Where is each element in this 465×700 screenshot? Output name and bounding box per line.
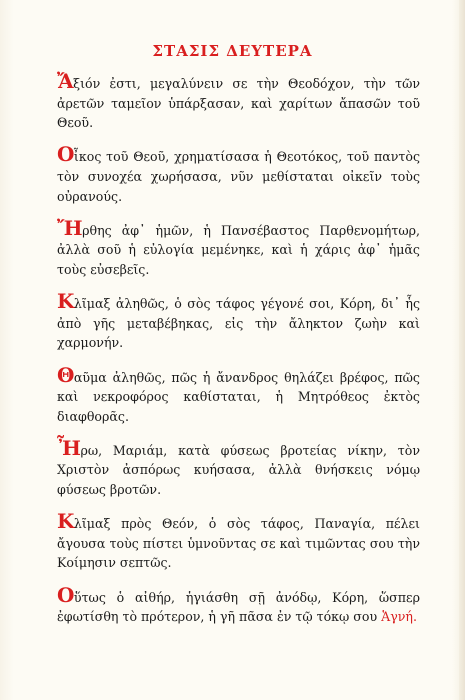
stanza-initial: Ἄ	[57, 69, 74, 93]
stanza	[57, 509, 420, 573]
page-title: ΣΤΑΣΙΣ ΔΕΥΤΕΡΑ	[152, 42, 313, 60]
stanza-text: αῦμα ἀληθῶς, πῶς ἡ ἄνανδρος θηλάζει βρέφος, πῶς καὶ νεκροφόρος καθίσταται, ἡ Μητρόθεος ἐκτὸς διαφθορᾶς.	[57, 369, 420, 424]
stanza	[57, 362, 420, 427]
stanza-text: λῖμαξ πρὸς Θεόν, ὁ σὸς τάφος, Παναγία, πέλει ἄγουσα τοὺς πίστει ὑμνοῦντας σε καὶ τιμῶντας σου τὴν Κοίμησιν σεπτῶς.	[57, 516, 420, 571]
stanza	[57, 69, 420, 133]
stanza-initial: Ἦ	[57, 435, 81, 460]
stanza	[57, 142, 420, 206]
page-edge	[459, 0, 465, 700]
stanza-initial: Ἤ	[57, 215, 83, 240]
stanza-text: ὕτως ὁ αἰθήρ, ἡγιάσθη σῇ ἀνόδῳ, Κόρη, ὥσπερ ἐφωτίσθη τὸ πρότερον, ἡ γῆ πᾶσα ἐν τῷ τόκῳ σου	[57, 589, 420, 625]
stanza-initial: Ο	[57, 582, 74, 607]
stanza	[57, 289, 420, 353]
stanza-initial: Θ	[57, 362, 74, 387]
stanza-text: ἶκος τοῦ Θεοῦ, χρηματίσασα ἡ Θεοτόκος, τοῦ παντὸς τὸν συνοχέα χωρήσασα, νῦν μεθίσταται οἰκεῖν τοὺς οὐρανούς.	[57, 149, 420, 204]
stanza-text: ρθης ἀφ᾽ ἡμῶν, ἡ Πανσέβαστος Παρθενομήτωρ, ἀλλὰ σοῦ ἡ εὐλογία μεμένηκε, καὶ ἡ χάρις ἀφ᾽ ἡμᾶς τοὺς εὐσεβεῖς.	[57, 222, 420, 277]
stanza-closing-word: Ἁγνή.	[381, 609, 417, 625]
stanza	[57, 582, 420, 627]
stanza-initial: Ο	[57, 142, 74, 167]
stanza	[57, 435, 420, 500]
stanza-initial: Κ	[57, 509, 74, 534]
stanza-list	[57, 69, 420, 638]
stanza-text: λῖμαξ ἀληθῶς, ὁ σὸς τάφος γέγονέ σοι, Κόρη, δι᾽ ἧς ἀπὸ γῆς μεταβέβηκας, εἰς τὴν ἄληκτον ζωὴν καὶ χαρμονήν.	[57, 296, 420, 351]
stanza-text: ξιόν ἐστι, μεγαλύνειν σε τὴν Θεοδόχον, τὴν τῶν ἀρετῶν ταμεῖον ὑπάρξασαν, καὶ χαρίτων ἄπασῶν τοῦ Θεοῦ.	[57, 76, 420, 131]
stanza-text: ρω, Μαριάμ, κατὰ φύσεως βροτείας νίκην, τὸν Χριστὸν ἀσπόρως κυήσασα, ἀλλὰ θνήσκεις νόμῳ φύσεως βροτῶν.	[57, 442, 420, 498]
stanza	[57, 215, 420, 280]
stanza-initial: Κ	[57, 289, 74, 314]
